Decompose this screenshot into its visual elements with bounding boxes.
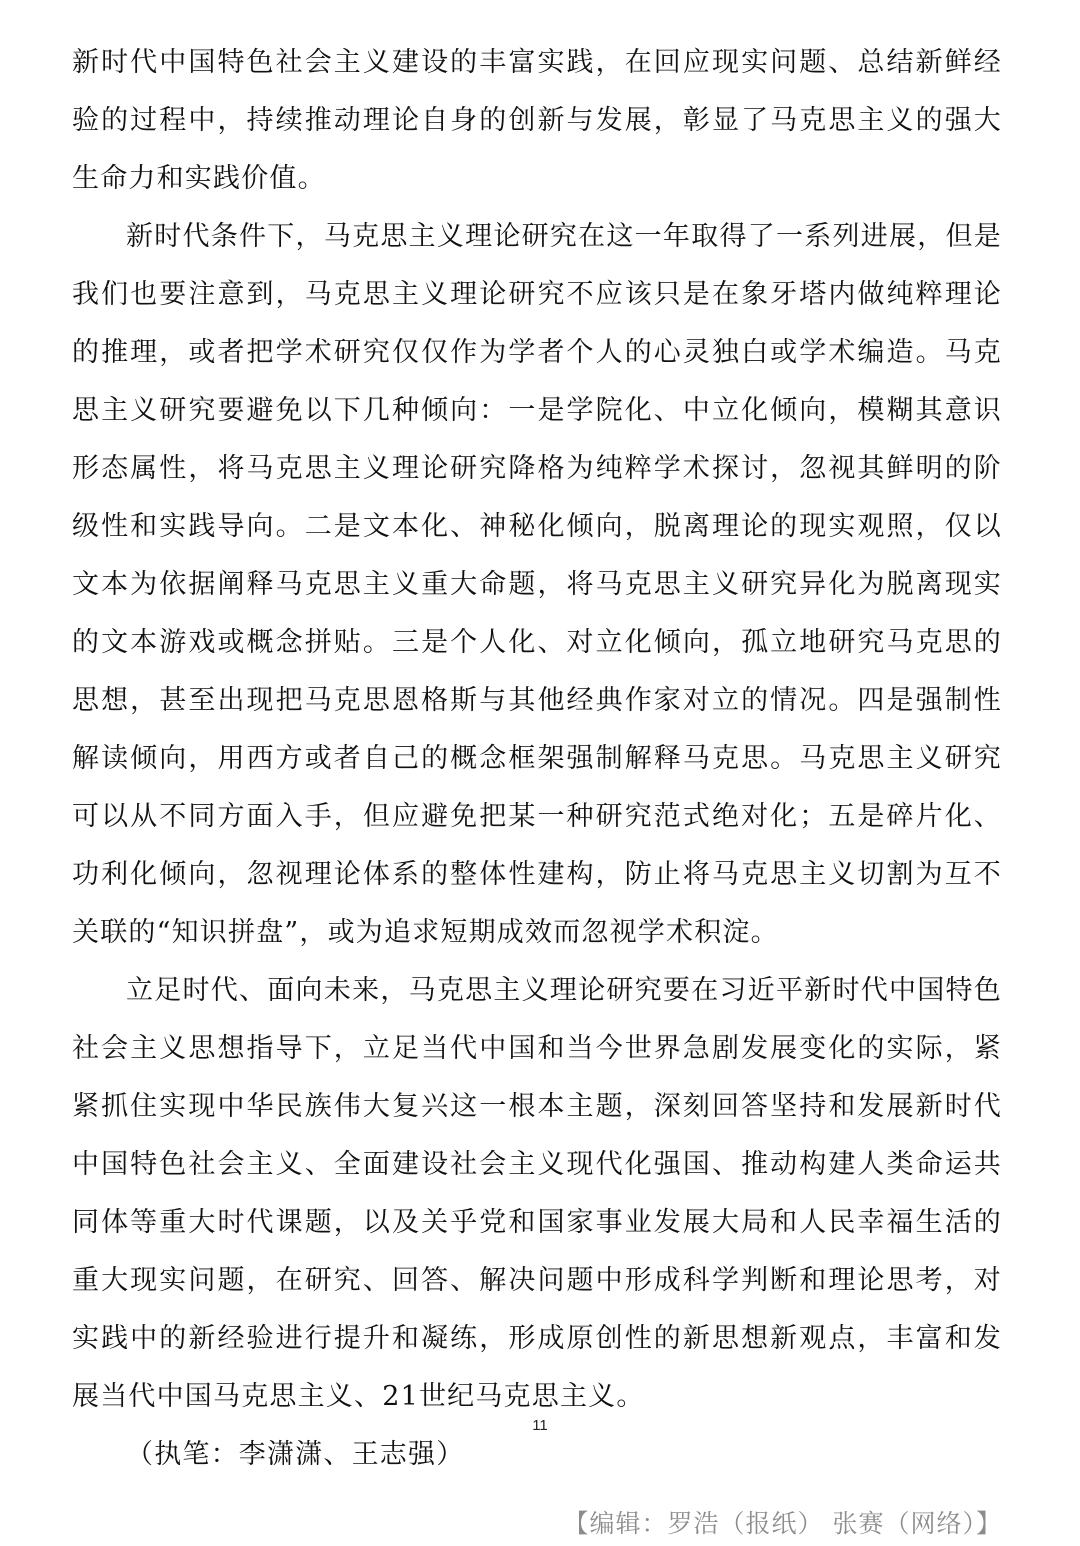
page-number: 11 — [532, 1417, 548, 1434]
author-credit: （执笔：李潇潇、王志强） — [126, 1439, 465, 1470]
paragraph-research-tendencies: 新时代条件下，马克思主义理论研究在这一年取得了一系列进展，但是我们也要注意到，马克思主义理论研究不应该只是在象牙塔内做纯粹理论的推理，或者把学术研究仅仅作为学者个人的心灵独白或学术编造。马克思主义研究要避免以下几种倾向：一是学院化、中立化倾向，模糊其意识形态属性，将马克思主义理论研究降格为纯粹学术探讨，忽视其鲜明的阶级性和实践导向。二是文本化、神秘化倾向，脱离理论的现实观照，仅以文本为依据阐释马克思主义重大命题，将马克思主义研究异化为脱离现实的文本游戏或概念拼贴。三是个人化、对立化倾向，孤立地研究马克思的思想，甚至出现把马克思恩格斯与其他经典作家对立的情况。四是强制性解读倾向，用西方或者自己的概念框架强制解释马克思。马克思主义研究可以从不同方面入手，但应避免把某一种研究范式绝对化；五是碎片化、功利化倾向，忽视理论体系的整体性建构，防止将马克思主义切割为互不关联的“知识拼盘”，或为追求短期成效而忽视学术积淀。 — [72, 221, 1002, 948]
paragraph-continuation: 新时代中国特色社会主义建设的丰富实践，在回应现实问题、总结新鲜经验的过程中，持续推动理论自身的创新与发展，彰显了马克思主义的强大生命力和实践价值。 — [72, 47, 1002, 194]
paragraph-future-direction: 立足时代、面向未来，马克思主义理论研究要在习近平新时代中国特色社会主义思想指导下，立足当代中国和当今世界急剧发展变化的实际，紧紧抓住实现中华民族伟大复兴这一根本主题，深刻回答坚持和发展新时代中国特色社会主义、全面建设社会主义现代化强国、推动构建人类命运共同体等重大时代课题，以及关乎党和国家事业发展大局和人民幸福生活的重大现实问题，在研究、回答、解决问题中形成科学判断和理论思考，对实践中的新经验进行提升和凝练，形成原创性的新思想新观点，丰富和发展当代中国马克思主义、21世纪马克思主义。 — [72, 975, 1002, 1412]
editor-credit: 【编辑：罗浩（报纸） 张赛（网络）】 — [563, 1509, 1002, 1538]
document-page — [72, 34, 1002, 1546]
